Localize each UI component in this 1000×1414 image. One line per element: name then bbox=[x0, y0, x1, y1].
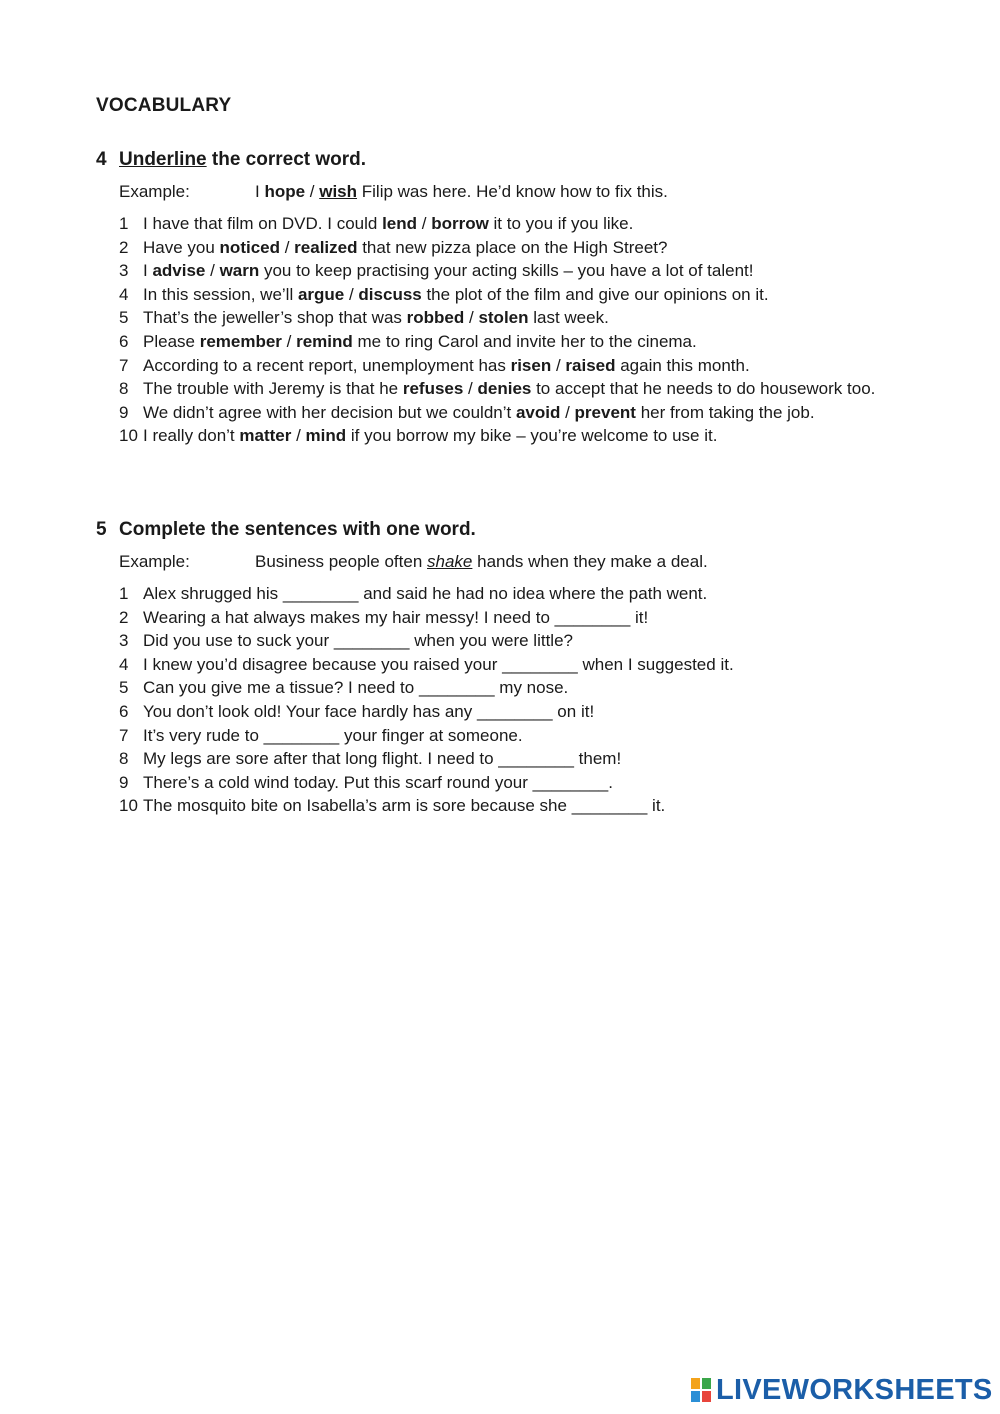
list-item[interactable] bbox=[119, 606, 926, 630]
list-item[interactable] bbox=[119, 582, 926, 606]
list-item bbox=[119, 212, 926, 236]
item-number: 4 bbox=[119, 654, 129, 674]
list-item bbox=[119, 259, 926, 283]
exercise-4-title bbox=[96, 148, 926, 172]
item-text: The mosquito bite on Isabella’s arm is sore because she ________ it. bbox=[143, 796, 666, 816]
item-text: In this session, we’ll bbox=[143, 284, 298, 304]
word-option-b[interactable]: discuss bbox=[358, 284, 422, 304]
option-separator: / bbox=[205, 261, 220, 281]
item-text: I have that film on DVD. I could bbox=[143, 214, 383, 233]
option-separator: / bbox=[344, 284, 359, 304]
option-separator: / bbox=[463, 379, 478, 399]
item-number: 10 bbox=[119, 796, 138, 816]
example-text: Business people often bbox=[255, 552, 428, 571]
word-option-b[interactable]: prevent bbox=[574, 402, 636, 422]
item-text: Have you bbox=[143, 237, 220, 257]
word-option-a[interactable]: remember bbox=[199, 331, 282, 351]
word-option-b[interactable]: realized bbox=[294, 237, 358, 257]
item-text: last week. bbox=[528, 308, 609, 328]
list-item[interactable] bbox=[119, 747, 926, 771]
exercise-4-example bbox=[119, 181, 926, 203]
word-option-a[interactable]: avoid bbox=[515, 402, 561, 422]
item-number: 10 bbox=[119, 426, 138, 446]
list-item bbox=[119, 306, 926, 330]
list-item[interactable] bbox=[119, 794, 926, 818]
option-separator: / bbox=[281, 331, 297, 351]
word-option-a[interactable]: risen bbox=[510, 355, 552, 375]
list-item bbox=[119, 377, 926, 401]
option-separator: / bbox=[280, 237, 295, 257]
item-number: 6 bbox=[119, 701, 129, 721]
item-number: 8 bbox=[119, 379, 129, 399]
word-option-b[interactable]: mind bbox=[305, 426, 347, 446]
word-option-b[interactable]: warn bbox=[219, 261, 260, 281]
item-text: That’s the jeweller’s shop that was bbox=[143, 308, 407, 328]
exercise-number: 4 bbox=[96, 149, 107, 170]
item-number: 8 bbox=[119, 749, 129, 769]
item-text: It’s very rude to ________ your finger at someone. bbox=[143, 725, 523, 745]
list-item[interactable] bbox=[119, 653, 926, 677]
item-text: My legs are sore after that long flight. I need to ________ them! bbox=[143, 749, 622, 769]
logo-text: LIVEWORKSHEETS bbox=[716, 1373, 993, 1406]
item-text: that new pizza place on the High Street? bbox=[357, 237, 668, 257]
title-text: Complete the sentences with one word. bbox=[119, 519, 476, 540]
word-option-a[interactable]: argue bbox=[297, 284, 345, 304]
word-option-b[interactable]: denies bbox=[477, 379, 532, 399]
item-text: The trouble with Jeremy is that he bbox=[143, 379, 403, 399]
word-option-a[interactable]: refuses bbox=[402, 379, 464, 399]
item-number: 6 bbox=[119, 331, 129, 351]
option-separator: / bbox=[551, 355, 566, 375]
list-item[interactable] bbox=[119, 629, 926, 653]
item-number: 2 bbox=[119, 607, 129, 627]
list-item[interactable] bbox=[119, 771, 926, 795]
item-text: me to ring Carol and invite her to the cinema. bbox=[352, 331, 697, 351]
word-option-a[interactable]: robbed bbox=[406, 308, 465, 328]
title-underlined-word: Underline bbox=[119, 149, 207, 170]
example-label: Example: bbox=[119, 552, 190, 571]
word-option-b[interactable]: raised bbox=[565, 355, 616, 375]
item-text: you to keep practising your acting skills – you have a lot of talent! bbox=[259, 261, 754, 281]
liveworksheets-logo[interactable] bbox=[690, 1373, 993, 1407]
item-text: There’s a cold wind today. Put this scarf round your ________. bbox=[143, 772, 613, 792]
item-text: Can you give me a tissue? I need to ________ my nose. bbox=[143, 678, 569, 698]
word-option-a[interactable]: lend bbox=[382, 214, 418, 233]
liveworksheets-logo-icon bbox=[690, 1377, 712, 1403]
list-item bbox=[119, 236, 926, 260]
option-separator: / bbox=[417, 214, 432, 233]
item-text: her from taking the job. bbox=[635, 402, 815, 422]
item-text: Alex shrugged his ________ and said he had no idea where the path went. bbox=[143, 584, 708, 603]
option-separator: / bbox=[560, 402, 575, 422]
item-text: I knew you’d disagree because you raised your ________ when I suggested it. bbox=[143, 654, 734, 674]
example-label: Example: bbox=[119, 182, 190, 201]
item-number: 9 bbox=[119, 402, 129, 422]
item-text: again this month. bbox=[615, 355, 750, 375]
item-text: to accept that he needs to do housework too. bbox=[531, 379, 876, 399]
option-separator: / bbox=[291, 426, 306, 446]
item-text: According to a recent report, unemployment has bbox=[143, 355, 511, 375]
list-item[interactable] bbox=[119, 700, 926, 724]
item-number: 9 bbox=[119, 772, 129, 792]
exercise-5-list bbox=[119, 582, 926, 818]
list-item[interactable] bbox=[119, 676, 926, 700]
list-item bbox=[119, 401, 926, 425]
example-text: I bbox=[255, 182, 265, 201]
item-number: 1 bbox=[119, 584, 129, 603]
item-number: 1 bbox=[119, 214, 129, 233]
item-text: the plot of the film and give our opinions on it. bbox=[421, 284, 769, 304]
list-item bbox=[119, 424, 926, 448]
option-separator: / bbox=[464, 308, 479, 328]
item-number: 3 bbox=[119, 261, 129, 281]
example-text: Filip was here. He’d know how to fix this. bbox=[357, 182, 668, 201]
word-option-b[interactable]: stolen bbox=[478, 308, 529, 328]
exercise-4 bbox=[96, 148, 926, 448]
item-text: Wearing a hat always makes my hair messy! I need to ________ it! bbox=[143, 607, 649, 627]
example-option-b-answer: wish bbox=[319, 182, 358, 201]
item-number: 7 bbox=[119, 725, 129, 745]
exercise-5 bbox=[96, 518, 926, 818]
item-text: I bbox=[143, 261, 153, 281]
list-item bbox=[119, 354, 926, 378]
word-option-b[interactable]: borrow bbox=[431, 214, 489, 233]
item-text: Please bbox=[143, 331, 200, 351]
exercise-number: 5 bbox=[96, 519, 107, 540]
option-separator: / bbox=[305, 182, 320, 201]
item-number: 5 bbox=[119, 308, 129, 328]
word-option-a[interactable]: noticed bbox=[219, 237, 280, 257]
item-text: if you borrow my bike – you’re welcome to use it. bbox=[346, 426, 718, 446]
item-text: We didn’t agree with her decision but we couldn’t bbox=[143, 402, 516, 422]
item-number: 4 bbox=[119, 284, 129, 304]
exercise-5-example bbox=[119, 551, 926, 573]
item-text: Did you use to suck your ________ when you were little? bbox=[143, 631, 573, 651]
item-text: I really don’t bbox=[143, 426, 240, 446]
word-option-b[interactable]: remind bbox=[296, 331, 353, 351]
example-answer: shake bbox=[427, 552, 473, 571]
item-number: 3 bbox=[119, 631, 129, 651]
word-option-a[interactable]: advise bbox=[152, 261, 206, 281]
example-text: hands when they make a deal. bbox=[472, 552, 708, 571]
example-option-a: hope bbox=[264, 182, 306, 201]
item-text: it to you if you like. bbox=[488, 214, 634, 233]
title-text: the correct word. bbox=[206, 149, 367, 170]
list-item bbox=[119, 330, 926, 354]
item-text: You don’t look old! Your face hardly has any ________ on it! bbox=[143, 701, 595, 721]
word-option-a[interactable]: matter bbox=[239, 426, 292, 446]
page-title: VOCABULARY bbox=[96, 95, 232, 116]
item-number: 7 bbox=[119, 355, 129, 375]
exercise-5-title bbox=[96, 518, 926, 542]
list-item bbox=[119, 283, 926, 307]
item-number: 2 bbox=[119, 237, 129, 257]
item-number: 5 bbox=[119, 678, 129, 698]
list-item[interactable] bbox=[119, 724, 926, 748]
exercise-4-list bbox=[119, 212, 926, 448]
